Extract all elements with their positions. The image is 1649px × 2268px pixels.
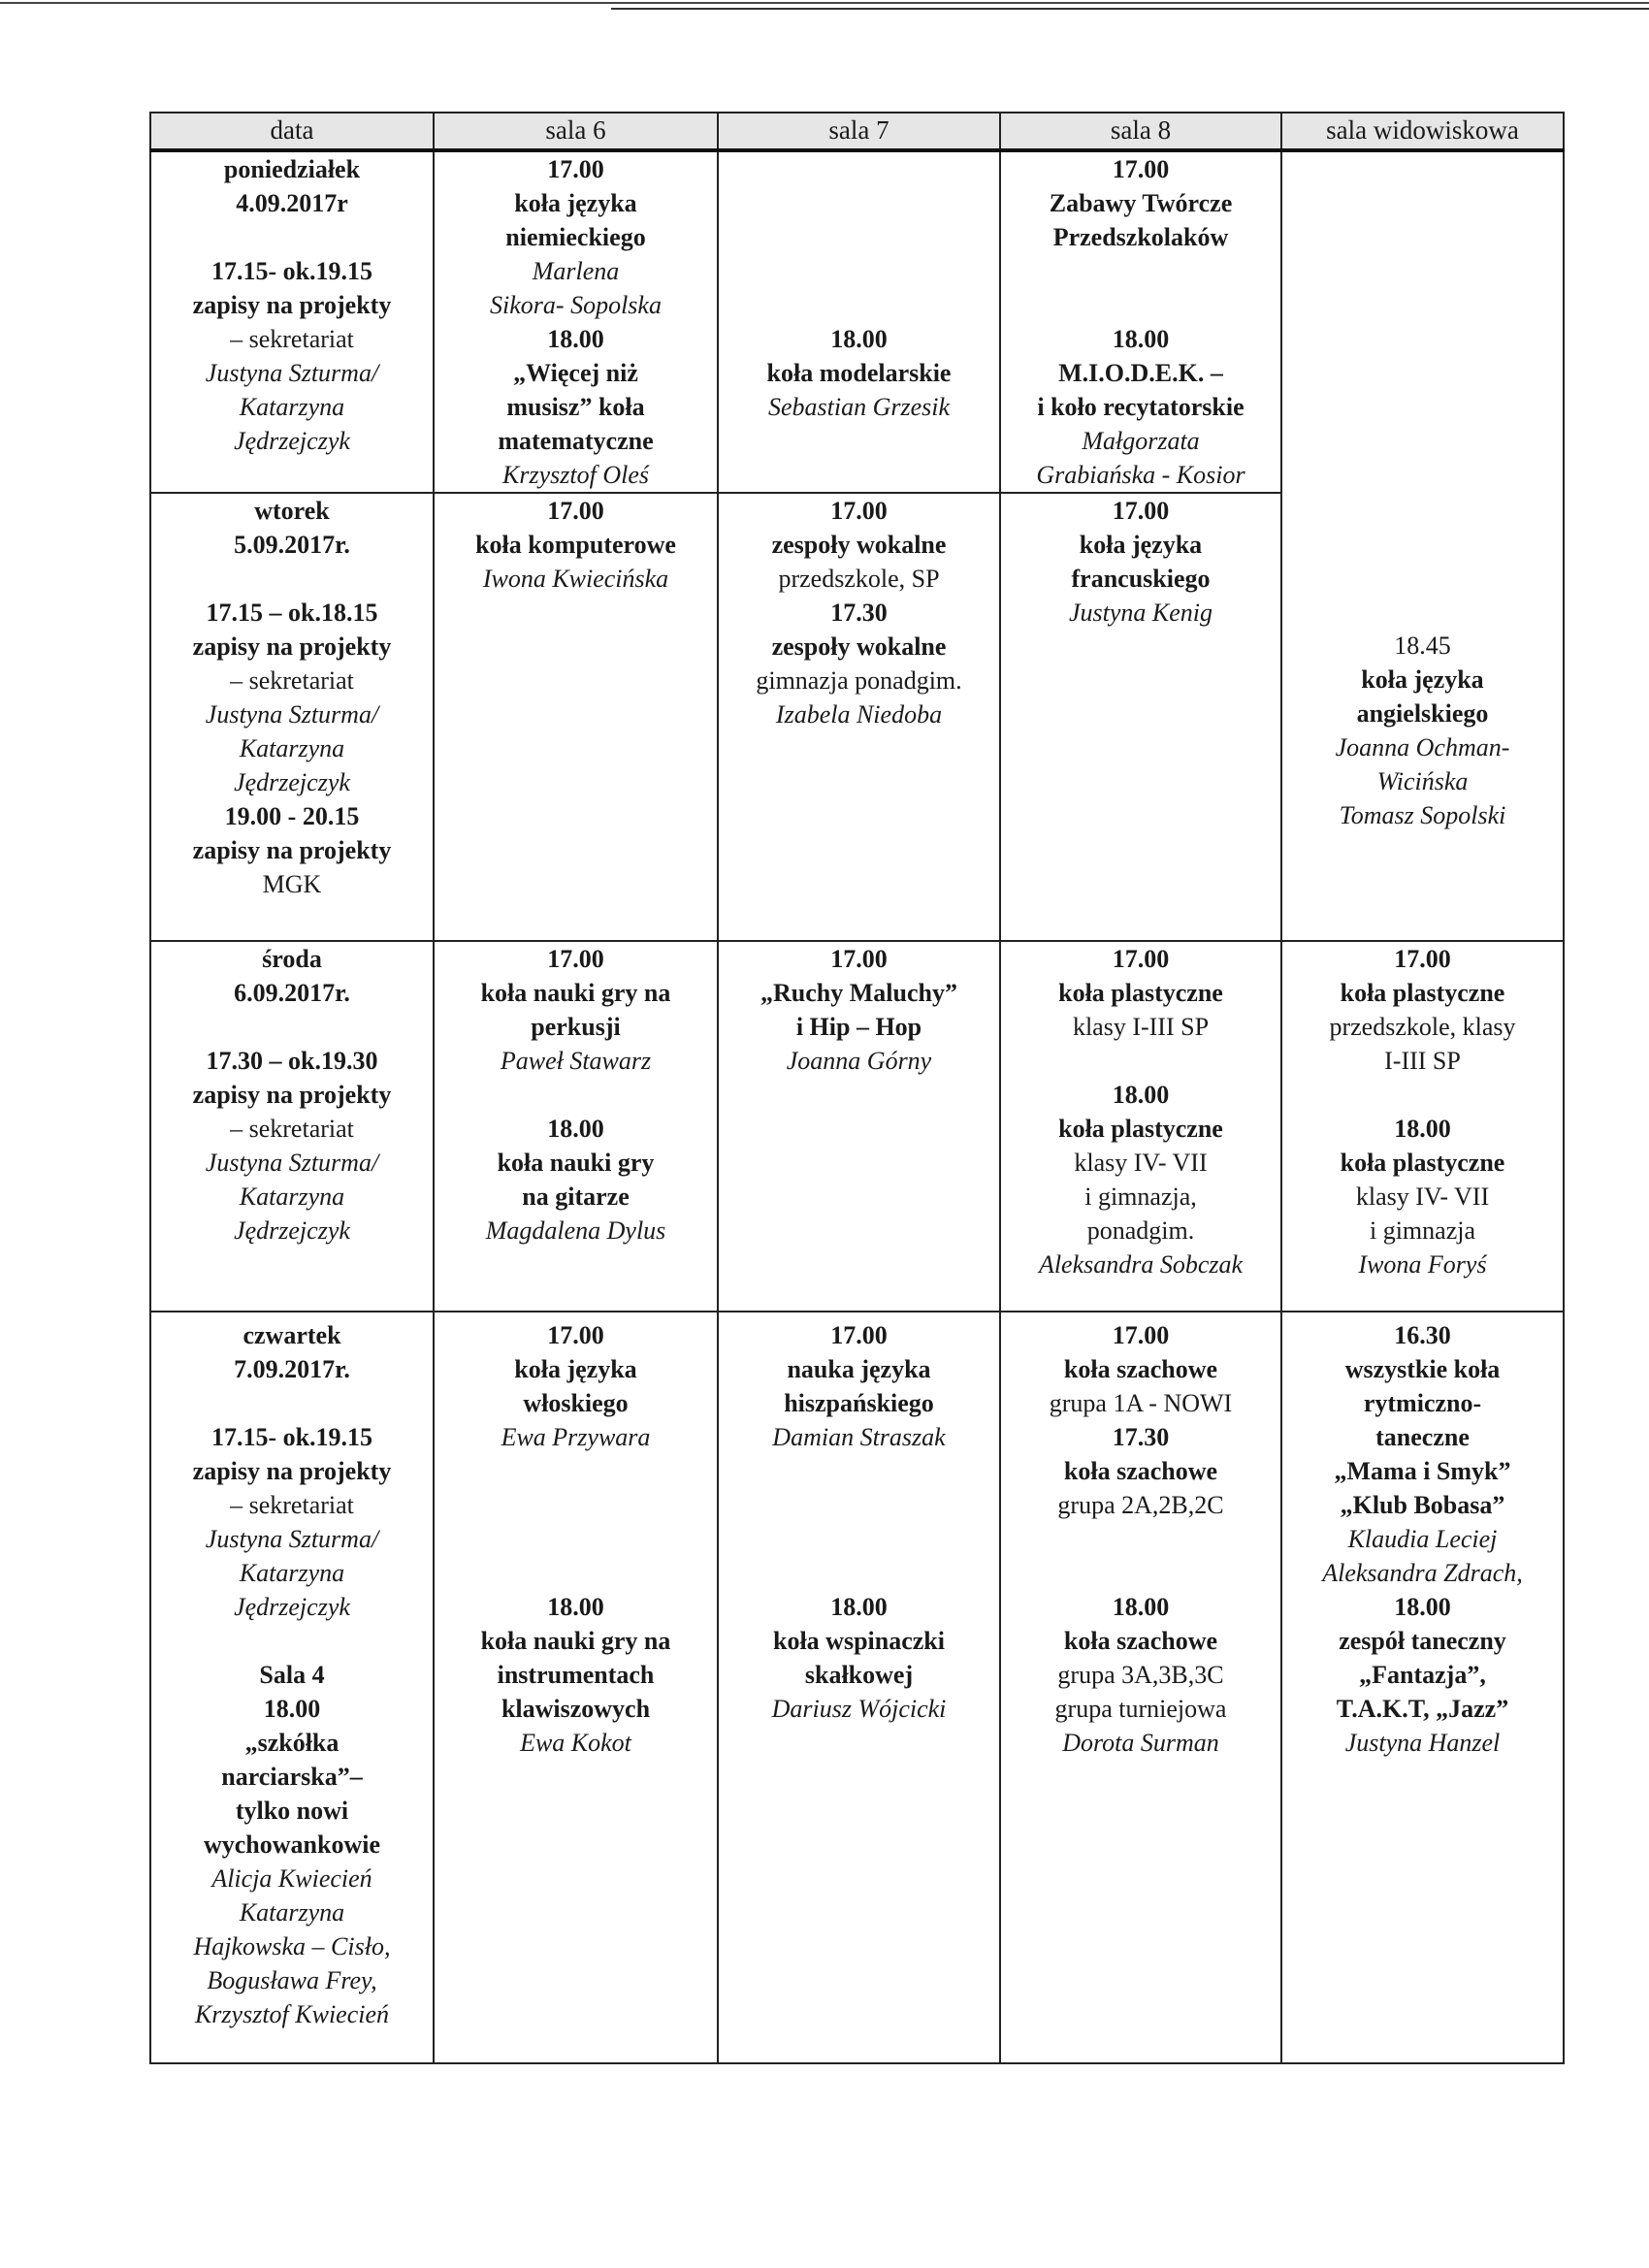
enroll-text: zapisy na projekty xyxy=(192,1081,392,1109)
day-name: wtorek xyxy=(254,497,330,525)
sala-7-cell xyxy=(718,150,1000,493)
instructor: Dorota Surman xyxy=(1062,1729,1219,1757)
activity: Przedszkolaków xyxy=(1052,223,1229,251)
instructor: Paweł Stawarz xyxy=(500,1047,652,1075)
activity-detail: ponadgim. xyxy=(1086,1216,1195,1245)
sala-widowiskowa-cell xyxy=(1281,1312,1564,2063)
office-text: – sekretariat xyxy=(230,666,354,695)
activity: i Hip – Hop xyxy=(795,1013,922,1041)
enroll-text: zapisy na projekty xyxy=(192,1457,392,1485)
time: 17.00 xyxy=(1394,945,1451,973)
activity: angielskiego xyxy=(1356,699,1489,728)
day-name: poniedziałek xyxy=(223,155,361,183)
time: 18.45 xyxy=(1394,632,1451,660)
time: 18.00 xyxy=(547,1593,604,1621)
activity: „Mama i Smyk” xyxy=(1334,1457,1511,1485)
activity-detail: gimnazja ponadgim. xyxy=(756,666,962,695)
activity: „szkółka xyxy=(244,1729,340,1757)
person-name: Katarzyna xyxy=(239,1559,345,1587)
instructor: Krzysztof Oleś xyxy=(502,461,649,489)
activity-detail: przedszkole, klasy xyxy=(1329,1013,1516,1041)
activity: koła języka xyxy=(514,189,637,217)
sala-6-cell xyxy=(434,941,718,1312)
time: 17.00 xyxy=(547,945,604,973)
instructor: Magdalena Dylus xyxy=(485,1216,666,1245)
time-range: 19.00 - 20.15 xyxy=(224,802,360,830)
place-text: MGK xyxy=(262,870,322,898)
time: 17.00 xyxy=(1112,155,1170,183)
activity: klawiszowych xyxy=(501,1695,651,1723)
activity-detail: klasy IV- VII xyxy=(1355,1183,1490,1211)
date-value: 7.09.2017r. xyxy=(234,1355,350,1383)
sala-widowiskowa-cell xyxy=(1281,150,1564,493)
activity: wychowankowie xyxy=(203,1831,380,1859)
instructor: Małgorzata xyxy=(1082,427,1200,455)
instructor: Izabela Niedoba xyxy=(775,700,943,729)
time: 17.00 xyxy=(547,497,604,525)
instructor: Grabiańska - Kosior xyxy=(1036,461,1245,489)
activity: M.I.O.D.E.K. – xyxy=(1058,359,1223,387)
room-label: Sala 4 xyxy=(259,1661,325,1689)
enroll-text: zapisy na projekty xyxy=(192,632,392,661)
schedule-table xyxy=(149,112,1565,2064)
time: 17.00 xyxy=(1112,497,1170,525)
activity: rytmiczno- xyxy=(1363,1389,1482,1417)
date-value: 6.09.2017r. xyxy=(234,979,350,1007)
activity: koła plastyczne xyxy=(1340,979,1505,1007)
instructor: Bogusława Frey, xyxy=(207,1966,377,1994)
time: 16.30 xyxy=(1394,1321,1451,1349)
instructor: Marlena xyxy=(532,257,620,285)
activity: „Więcej niż xyxy=(513,359,638,387)
instructor: Iwona Kwiecińska xyxy=(482,565,669,593)
sala-6-cell xyxy=(434,493,718,941)
instructor: Ewa Kokot xyxy=(520,1729,631,1757)
day-name: środa xyxy=(262,945,322,973)
time: 17.00 xyxy=(830,945,888,973)
activity: koła nauki gry na xyxy=(480,979,671,1007)
activity: włoskiego xyxy=(523,1389,629,1417)
time: 18.00 xyxy=(1394,1115,1451,1143)
activity-detail: grupa 3A,3B,3C xyxy=(1057,1661,1224,1689)
sala-widowiskowa-cell xyxy=(1281,941,1564,1312)
activity-detail: grupa turniejowa xyxy=(1054,1695,1227,1723)
person-name: Katarzyna xyxy=(239,734,345,762)
time-range: 17.15- ok.19.15 xyxy=(210,1423,373,1451)
person-name: Jędrzejczyk xyxy=(234,1216,350,1245)
instructor: Tomasz Sopolski xyxy=(1339,801,1506,829)
activity-detail: grupa 2A,2B,2C xyxy=(1057,1491,1224,1519)
time: 18.00 xyxy=(830,1593,888,1621)
person-name: Justyna Szturma/ xyxy=(205,1149,379,1177)
sala-6-cell xyxy=(434,150,718,493)
activity: koła plastyczne xyxy=(1058,979,1223,1007)
instructor: Dariusz Wójcicki xyxy=(771,1695,947,1723)
instructor: Klaudia Leciej xyxy=(1347,1525,1498,1553)
activity-detail: klasy I-III SP xyxy=(1072,1013,1210,1041)
activity-detail: I-III SP xyxy=(1384,1047,1461,1075)
time: 17.00 xyxy=(547,155,604,183)
time: 17.00 xyxy=(830,1321,888,1349)
activity: koła języka xyxy=(1079,531,1203,559)
scan-top-line xyxy=(0,2,1649,4)
time: 18.00 xyxy=(547,1115,604,1143)
instructor: Justyna Hanzel xyxy=(1344,1729,1501,1757)
header-row xyxy=(150,113,1564,150)
instructor: Katarzyna xyxy=(239,1898,345,1927)
activity: koła plastyczne xyxy=(1340,1149,1505,1177)
activity-detail: grupa 1A - NOWI xyxy=(1049,1389,1233,1417)
activity-detail: przedszkole, SP xyxy=(778,565,940,593)
time: 17.30 xyxy=(830,599,888,627)
time: 18.00 xyxy=(1112,325,1170,353)
sala-7-cell xyxy=(718,1312,1000,2063)
header-date: data xyxy=(150,113,434,150)
header-sala-7: sala 7 xyxy=(718,113,1000,150)
activity: i koło recytatorskie xyxy=(1037,393,1245,421)
header-sala-widowiskowa: sala widowiskowa xyxy=(1281,113,1564,150)
instructor: Wicińska xyxy=(1376,767,1469,795)
activity: wszystkie koła xyxy=(1344,1355,1501,1383)
time: 17.30 xyxy=(1112,1423,1170,1451)
activity: narciarska”– xyxy=(221,1763,363,1791)
day-name: czwartek xyxy=(242,1321,341,1349)
activity: koła nauki gry xyxy=(497,1149,655,1177)
header-sala-6: sala 6 xyxy=(434,113,718,150)
activity: francuskiego xyxy=(1071,565,1211,593)
person-name: Jędrzejczyk xyxy=(234,1593,350,1621)
person-name: Katarzyna xyxy=(239,393,345,421)
instructor: Sebastian Grzesik xyxy=(767,393,951,421)
instructor: Sikora- Sopolska xyxy=(490,291,662,319)
person-name: Justyna Szturma/ xyxy=(205,359,379,387)
time-range: 17.15 – ok.18.15 xyxy=(206,599,378,627)
date-cell xyxy=(150,941,434,1312)
activity: koła plastyczne xyxy=(1058,1115,1223,1143)
activity: zespoły wokalne xyxy=(771,632,947,661)
activity: nauka języka xyxy=(787,1355,931,1383)
time: 18.00 xyxy=(1112,1593,1170,1621)
sala-8-cell xyxy=(1000,941,1281,1312)
time: 17.00 xyxy=(830,497,888,525)
time: 17.00 xyxy=(1112,1321,1170,1349)
activity: tylko nowi xyxy=(235,1797,349,1825)
date-value: 4.09.2017r xyxy=(236,189,348,217)
office-text: – sekretariat xyxy=(230,1115,354,1143)
activity: zespół taneczny xyxy=(1339,1627,1506,1655)
enroll-text: zapisy na projekty xyxy=(192,291,392,319)
activity: koła nauki gry na xyxy=(480,1627,671,1655)
instructor: Justyna Kenig xyxy=(1068,599,1213,627)
time: 17.00 xyxy=(547,1321,604,1349)
instructor: Aleksandra Sobczak xyxy=(1038,1250,1244,1279)
activity: zespoły wokalne xyxy=(771,531,947,559)
table-row xyxy=(150,150,1564,493)
activity: koła języka xyxy=(514,1355,637,1383)
activity: matematyczne xyxy=(498,427,654,455)
activity: koła wspinaczki xyxy=(773,1627,945,1655)
office-text: – sekretariat xyxy=(230,1491,354,1519)
sala-6-cell xyxy=(434,1312,718,2063)
enroll-text: zapisy na projekty xyxy=(192,836,392,864)
sala-8-cell xyxy=(1000,493,1281,941)
activity: na gitarze xyxy=(522,1183,630,1211)
instructor: Krzysztof Kwiecień xyxy=(194,2000,390,2028)
sala-widowiskowa-cell xyxy=(1281,493,1564,941)
table-row xyxy=(150,493,1564,941)
person-name: Justyna Szturma/ xyxy=(205,1525,379,1553)
activity: koła szachowe xyxy=(1063,1627,1218,1655)
header-sala-8: sala 8 xyxy=(1000,113,1281,150)
activity: taneczne xyxy=(1375,1423,1470,1451)
time: 18.00 xyxy=(547,325,604,353)
person-name: Jędrzejczyk xyxy=(234,768,350,796)
table-row xyxy=(150,941,1564,1312)
date-cell xyxy=(150,493,434,941)
activity: koła języka xyxy=(1361,665,1484,694)
activity: koła modelarskie xyxy=(766,359,952,387)
activity: „Ruchy Maluchy” xyxy=(760,979,957,1007)
activity: T.A.K.T, „Jazz” xyxy=(1336,1695,1509,1723)
sala-8-cell xyxy=(1000,150,1281,493)
date-cell xyxy=(150,150,434,493)
activity-detail: i gimnazja xyxy=(1369,1216,1475,1245)
date-cell xyxy=(150,1312,434,2063)
sala-8-cell xyxy=(1000,1312,1281,2063)
activity: koła szachowe xyxy=(1063,1355,1218,1383)
time: 18.00 xyxy=(1112,1081,1170,1109)
sala-7-cell xyxy=(718,493,1000,941)
activity: hiszpańskiego xyxy=(784,1389,934,1417)
instructor: Joanna Górny xyxy=(786,1047,932,1075)
activity: „Klub Bobasa” xyxy=(1340,1491,1505,1519)
scan-top-line-2 xyxy=(611,8,1649,10)
instructor: Alicja Kwiecień xyxy=(211,1864,372,1893)
time: 18.00 xyxy=(263,1695,321,1723)
activity: niemieckiego xyxy=(505,223,646,251)
sala-7-cell xyxy=(718,941,1000,1312)
time: 18.00 xyxy=(1394,1593,1451,1621)
instructor: Ewa Przywara xyxy=(501,1423,651,1451)
time-range: 17.30 – ok.19.30 xyxy=(206,1047,378,1075)
activity: instrumentach xyxy=(497,1661,655,1689)
date-value: 5.09.2017r. xyxy=(234,531,350,559)
activity: perkusji xyxy=(531,1013,621,1041)
time: 18.00 xyxy=(830,325,888,353)
instructor: Joanna Ochman- xyxy=(1335,733,1510,761)
activity: koła szachowe xyxy=(1063,1457,1218,1485)
activity: „Fantazja”, xyxy=(1359,1661,1486,1689)
activity: skałkowej xyxy=(804,1661,914,1689)
time-range: 17.15- ok.19.15 xyxy=(210,257,373,285)
person-name: Jędrzejczyk xyxy=(234,427,350,455)
person-name: Katarzyna xyxy=(239,1183,345,1211)
person-name: Justyna Szturma/ xyxy=(205,700,379,729)
instructor: Hajkowska – Cisło, xyxy=(193,1932,391,1960)
activity: Zabawy Twórcze xyxy=(1049,189,1233,217)
time: 17.00 xyxy=(1112,945,1170,973)
activity: koła komputerowe xyxy=(475,531,676,559)
instructor: Damian Straszak xyxy=(772,1423,946,1451)
activity-detail: i gimnazja, xyxy=(1084,1183,1197,1211)
office-text: – sekretariat xyxy=(230,325,354,353)
activity-detail: klasy IV- VII xyxy=(1074,1149,1208,1177)
activity: musisz” koła xyxy=(506,393,645,421)
instructor: Iwona Foryś xyxy=(1358,1250,1487,1279)
table-row xyxy=(150,1312,1564,2063)
instructor: Aleksandra Zdrach, xyxy=(1322,1559,1523,1587)
